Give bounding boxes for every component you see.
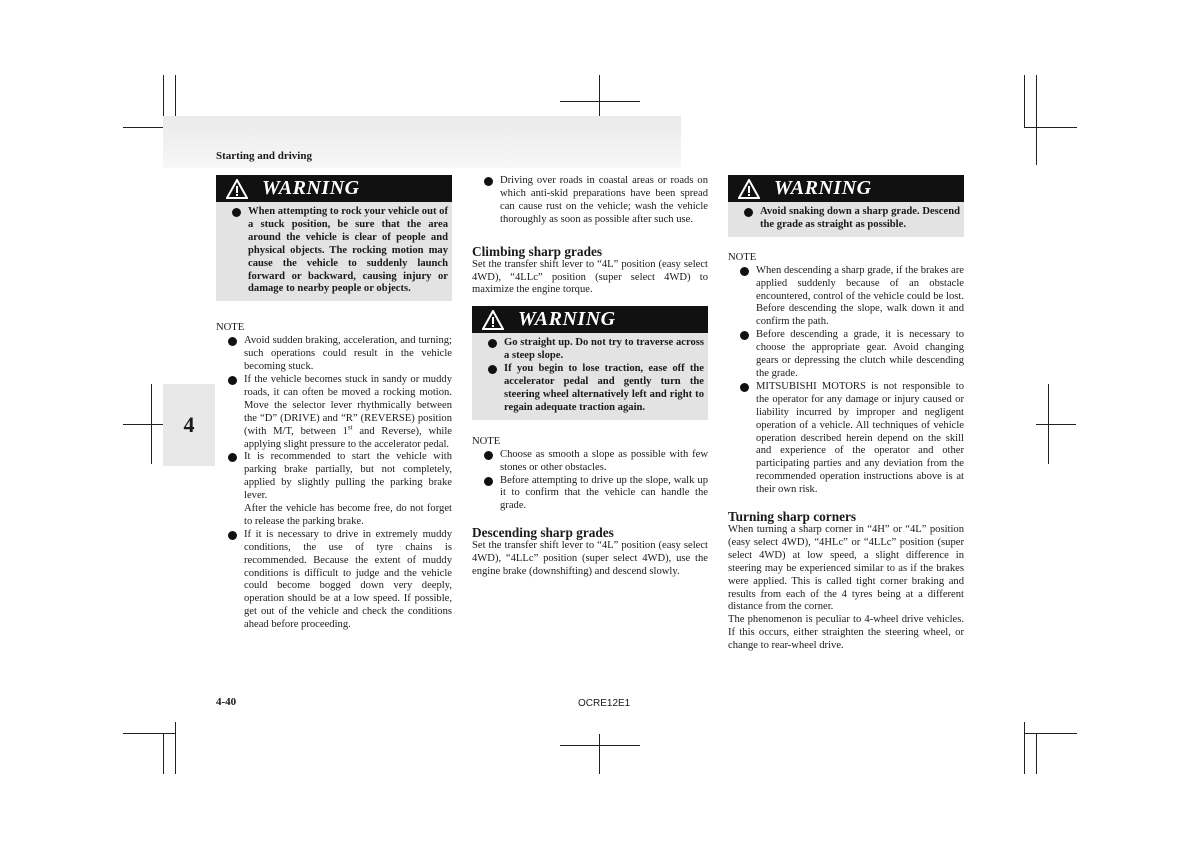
note-item: Driving over roads in coastal areas or roads on which anti-skid preparations have been spread can cause rust on the vehicle; wash the vehicle thoroughly as soon as possible after such use.: [472, 175, 708, 227]
note-item: When descending a sharp grade, if the brakes are applied suddenly because of an obstacle encountered, control of the vehicle could be lost. Before descending the slope, walk down it and confirm the path.: [728, 265, 964, 330]
bullet-icon: [740, 383, 749, 392]
note-item: It is recommended to start the vehicle with parking brake partially, but not completely, applied by slightly pulling the parking brake lever.: [216, 451, 452, 503]
warning-box: [216, 175, 452, 301]
climbing-text: Set the transfer shift lever to “4L” position (easy select 4WD), “4LLc” position (super select 4WD) to maximize the engine torque.: [472, 258, 708, 296]
note-label: NOTE: [472, 435, 501, 447]
warning-header: [472, 306, 708, 333]
bullet-icon: [740, 331, 749, 340]
column-1: [216, 175, 452, 632]
warning-icon: [738, 179, 760, 199]
bullet-icon: [228, 453, 237, 462]
note-item: Before attempting to drive up the slope, walk up it to confirm that the vehicle can handle the grade.: [472, 475, 708, 514]
bullet-icon: [484, 477, 493, 486]
bullet-icon: [228, 337, 237, 346]
chapter-tab: [163, 384, 215, 466]
bullet-icon: [232, 208, 241, 217]
heading-climbing: Climbing sharp grades: [472, 243, 603, 259]
warning-item: Go straight up. Do not try to traverse across a steep slope.: [476, 337, 704, 363]
heading-descending: Descending sharp grades: [472, 525, 614, 541]
bullet-icon: [488, 365, 497, 374]
warning-body: [472, 333, 708, 419]
bullet-icon: [488, 339, 497, 348]
document-code: OCRE12E1: [578, 698, 631, 709]
warning-title: WARNING: [518, 308, 616, 331]
note-label: NOTE: [728, 251, 757, 263]
warning-header: [728, 175, 964, 202]
note-item: Avoid sudden braking, acceleration, and turning; such operations could result in the vehicle becoming stuck.: [216, 335, 452, 374]
column-2: [472, 175, 708, 579]
warning-icon: [226, 179, 248, 199]
superscript: st: [347, 423, 353, 432]
note-label: NOTE: [216, 322, 245, 334]
warning-box: [728, 175, 964, 237]
warning-title: WARNING: [774, 177, 872, 200]
warning-icon: [482, 310, 504, 330]
warning-item: When attempting to rock your vehicle out of a stuck position, be sure that the area around the vehicle is clear of people and physical objects. The rocking motion may cause the vehicle to suddenly launch forward or backward, causing injury or damage to nearby people or objects.: [220, 206, 448, 296]
heading-turning: Turning sharp corners: [728, 509, 857, 525]
column-3: [728, 175, 964, 653]
bullet-icon: [228, 376, 237, 385]
warning-box: [472, 306, 708, 419]
note-item: Choose as smooth a slope as possible with few stones or other obstacles.: [472, 449, 708, 475]
warning-item: If you begin to lose traction, ease off the accelerator pedal and gently turn the steering wheel alternatively left and right to regain adequate traction again.: [476, 363, 704, 415]
bullet-icon: [740, 267, 749, 276]
descending-text: Set the transfer shift lever to “4L” position (easy select 4WD), “4LLc” position (super select 4WD), use the engine brake (downshifting) and descend slowly.: [472, 540, 708, 578]
turning-text: When turning a sharp corner in “4H” or “4L” position (easy select 4WD), “4HLc” or “4LLc” position (super select 4WD) at low speed, a slight difference in steering may be experienced similar to as if the brakes were applied. This is called tight corner braking and results from each of the 4 tyres being at a different distance from the corner.: [728, 524, 964, 613]
warning-title: WARNING: [262, 177, 360, 200]
bullet-icon: [484, 177, 493, 186]
note-item: If it is necessary to drive in extremely muddy conditions, the use of tyre chains is recommended. Because the extent of muddy conditions is difficult to judge and the vehicle could become bogged down very deeply, operation should be at a low speed. If possible, get out of the vehicle and check the conditions ahead before proceeding.: [216, 529, 452, 632]
warning-body: [216, 202, 452, 301]
note-continuation: After the vehicle has become free, do not forget to release the parking brake.: [244, 503, 452, 527]
note-item: MITSUBISHI MOTORS is not responsible to the operator for any damage or injury caused or liability incurred by improper and negligent operation of a vehicle. All techniques of vehicle operation described herein depend on the skill and experience of the operator and other participating parties and any deviation from the recommended operation instructions above is at their own risk.: [728, 381, 964, 497]
bullet-icon: [228, 531, 237, 540]
section-title: Starting and driving: [216, 150, 312, 162]
turning-text: The phenomenon is peculiar to 4-wheel drive vehicles. If this occurs, either straighten the steering wheel, or change to rear-wheel drive.: [728, 614, 964, 652]
warning-header: [216, 175, 452, 202]
note-item: Before descending a grade, it is necessary to choose the appropriate gear. Avoid changing gears or depressing the clutch while descending the grade.: [728, 329, 964, 381]
page-number: 4-40: [216, 696, 237, 708]
bullet-icon: [484, 451, 493, 460]
chapter-number: 4: [183, 412, 195, 437]
warning-item: Avoid snaking down a sharp grade. Descend the grade as straight as possible.: [732, 206, 960, 232]
warning-body: [728, 202, 964, 237]
bullet-icon: [744, 208, 753, 217]
note-item: If the vehicle becomes stuck in sandy or muddy roads, it can often be moved a rocking motion. Move the selector lever rhythmically between the “D” (DRIVE) and “R” (REVERSE) position (with M/T, between 1st and Reverse), while applying slight pressure to the accelerator pedal.: [216, 374, 452, 451]
